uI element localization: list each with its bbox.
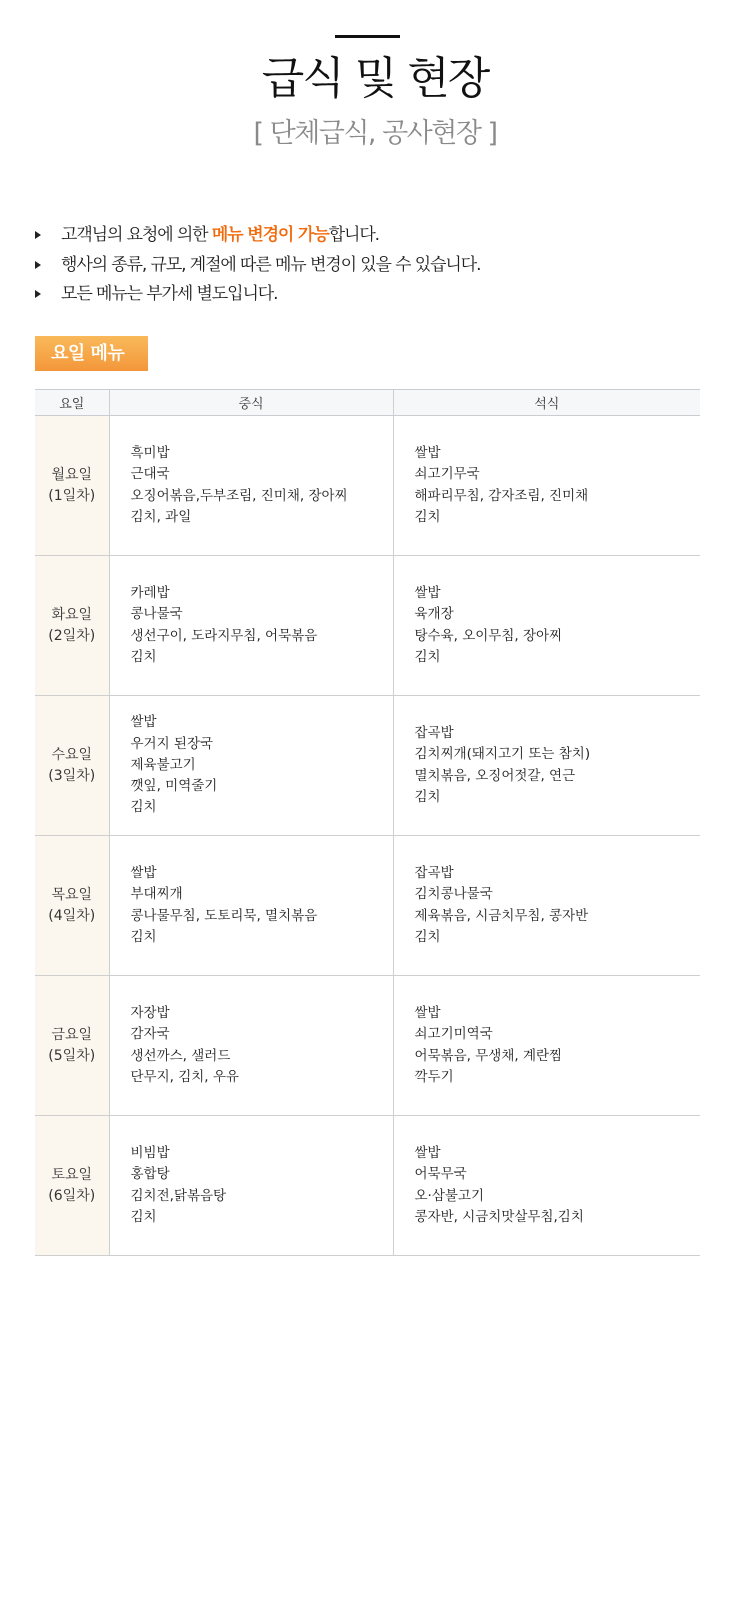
menu-item: 비빔밥: [130, 1144, 170, 1161]
triangle-bullet-icon: [35, 290, 41, 298]
menu-item: 쇠고기미역국: [414, 1026, 493, 1043]
dinner-cell: [393, 696, 700, 836]
notice-text-end: 합니다.: [328, 225, 379, 245]
weekly-menu-table: [35, 389, 700, 1256]
menu-item: 김치: [130, 928, 157, 945]
day-cell: [35, 836, 109, 976]
page-subtitle: [ 단체급식, 공사현장 ]: [253, 118, 497, 149]
menu-item: 단무지, 김치, 우유: [130, 1068, 239, 1085]
menu-item: 우거지 된장국: [130, 735, 214, 752]
day-name: 금요일: [51, 1026, 93, 1043]
lunch-cell: [109, 416, 393, 556]
menu-item: 김치, 과일: [130, 508, 192, 525]
dinner-cell: [393, 1116, 700, 1256]
lunch-cell: [109, 836, 393, 976]
menu-item: 김치: [414, 928, 441, 945]
section-badge: 요일 메뉴: [35, 336, 148, 371]
lunch-cell: [109, 976, 393, 1116]
menu-item: 쌀밥: [414, 584, 441, 601]
menu-item: 쇠고기무국: [414, 466, 480, 483]
column-header-lunch: 중식: [109, 390, 393, 416]
table-row: [35, 696, 700, 836]
menu-item: 쌀밥: [414, 444, 441, 461]
menu-item: 홍합탕: [130, 1166, 170, 1183]
menu-item: 제육볶음, 시금치무침, 콩자반: [414, 907, 589, 924]
menu-item: 멸치볶음, 오징어젓갈, 연근: [414, 767, 576, 784]
day-cell: [35, 1116, 109, 1256]
notice-list: [35, 222, 480, 311]
menu-item: 김치: [414, 508, 441, 525]
dinner-cell: [393, 556, 700, 696]
menu-item: 오징어볶음,두부조림, 진미채, 장아찌: [130, 487, 348, 504]
lunch-cell: [109, 556, 393, 696]
menu-item: 어묵볶음, 무생채, 계란찜: [414, 1047, 563, 1064]
table-row: [35, 976, 700, 1116]
day-name: 수요일: [51, 746, 93, 763]
day-sequence: (3일차): [48, 767, 96, 784]
menu-item: 부대찌개: [130, 886, 183, 903]
notice-item: [35, 281, 480, 311]
triangle-bullet-icon: [35, 261, 41, 269]
table-row: [35, 556, 700, 696]
menu-item: 김치: [130, 1208, 157, 1225]
menu-item: 쌀밥: [130, 864, 157, 881]
page-title: 급식 및 현장: [261, 53, 489, 104]
notice-highlight: 메뉴 변경이 가능: [211, 225, 329, 245]
menu-item: 감자국: [130, 1026, 170, 1043]
menu-item: 김치: [414, 648, 441, 665]
menu-item: 김치전,닭볶음탕: [130, 1187, 227, 1204]
menu-item: 김치콩나물국: [414, 886, 493, 903]
menu-item: 생선까스, 샐러드: [130, 1047, 231, 1064]
menu-item: 쌀밥: [414, 1004, 441, 1021]
notice-text: 모든 메뉴는 부가세 별도입니다.: [61, 284, 278, 304]
menu-item: 김치: [414, 788, 441, 805]
menu-item: 잡곡밥: [414, 724, 454, 741]
table-header-row: [35, 390, 700, 416]
table-body: [35, 416, 700, 1256]
menu-item: 깻잎, 미역줄기: [130, 778, 218, 795]
column-header-day: 요일: [35, 390, 109, 416]
menu-item: 생선구이, 도라지무침, 어묵볶음: [130, 627, 318, 644]
lunch-cell: [109, 696, 393, 836]
menu-item: 잡곡밥: [414, 864, 454, 881]
menu-item: 제육불고기: [130, 756, 196, 773]
menu-item: 카레밥: [130, 584, 170, 601]
menu-item: 근대국: [130, 466, 170, 483]
notice-text: 고객님의 요청에 의한: [61, 225, 212, 245]
day-name: 토요일: [51, 1166, 93, 1183]
day-cell: [35, 976, 109, 1116]
day-sequence: (5일차): [48, 1047, 96, 1064]
notice-item: [35, 252, 480, 282]
day-name: 화요일: [51, 606, 93, 623]
day-name: 월요일: [51, 466, 93, 483]
day-sequence: (6일차): [48, 1187, 96, 1204]
day-name: 목요일: [51, 886, 93, 903]
menu-item: 자장밥: [130, 1004, 170, 1021]
table-row: [35, 1116, 700, 1256]
menu-item: 어묵무국: [414, 1166, 467, 1183]
day-sequence: (4일차): [48, 907, 96, 924]
title-rule: [335, 35, 400, 38]
menu-item: 콩나물무침, 도토리묵, 멸치볶음: [130, 907, 318, 924]
column-header-dinner: 석식: [393, 390, 700, 416]
day-cell: [35, 696, 109, 836]
menu-item: 김치: [130, 648, 157, 665]
table-row: [35, 836, 700, 976]
menu-item: 육개장: [414, 606, 454, 623]
table-row: [35, 416, 700, 556]
menu-item: 김치: [130, 799, 157, 816]
menu-item: 탕수육, 오이무침, 장아찌: [414, 627, 563, 644]
day-cell: [35, 416, 109, 556]
day-sequence: (2일차): [48, 627, 96, 644]
notice-text: 행사의 종류, 규모, 계절에 따른 메뉴 변경이 있을 수 있습니다.: [61, 254, 481, 275]
menu-item: 깍두기: [414, 1068, 454, 1085]
menu-item: 쌀밥: [414, 1144, 441, 1161]
dinner-cell: [393, 836, 700, 976]
day-sequence: (1일차): [48, 487, 96, 504]
notice-item: [35, 222, 480, 252]
dinner-cell: [393, 416, 700, 556]
dinner-cell: [393, 976, 700, 1116]
menu-item: 흑미밥: [130, 444, 170, 461]
menu-item: 쌀밥: [130, 714, 157, 731]
lunch-cell: [109, 1116, 393, 1256]
menu-item: 오·삼불고기: [414, 1187, 484, 1204]
menu-item: 콩나물국: [130, 606, 183, 623]
menu-item: 콩자반, 시금치맛살무침,김치: [414, 1208, 584, 1225]
menu-item: 해파리무침, 감자조림, 진미채: [414, 487, 589, 504]
triangle-bullet-icon: [35, 231, 41, 239]
day-cell: [35, 556, 109, 696]
menu-item: 김치찌개(돼지고기 또는 참치): [414, 746, 591, 763]
